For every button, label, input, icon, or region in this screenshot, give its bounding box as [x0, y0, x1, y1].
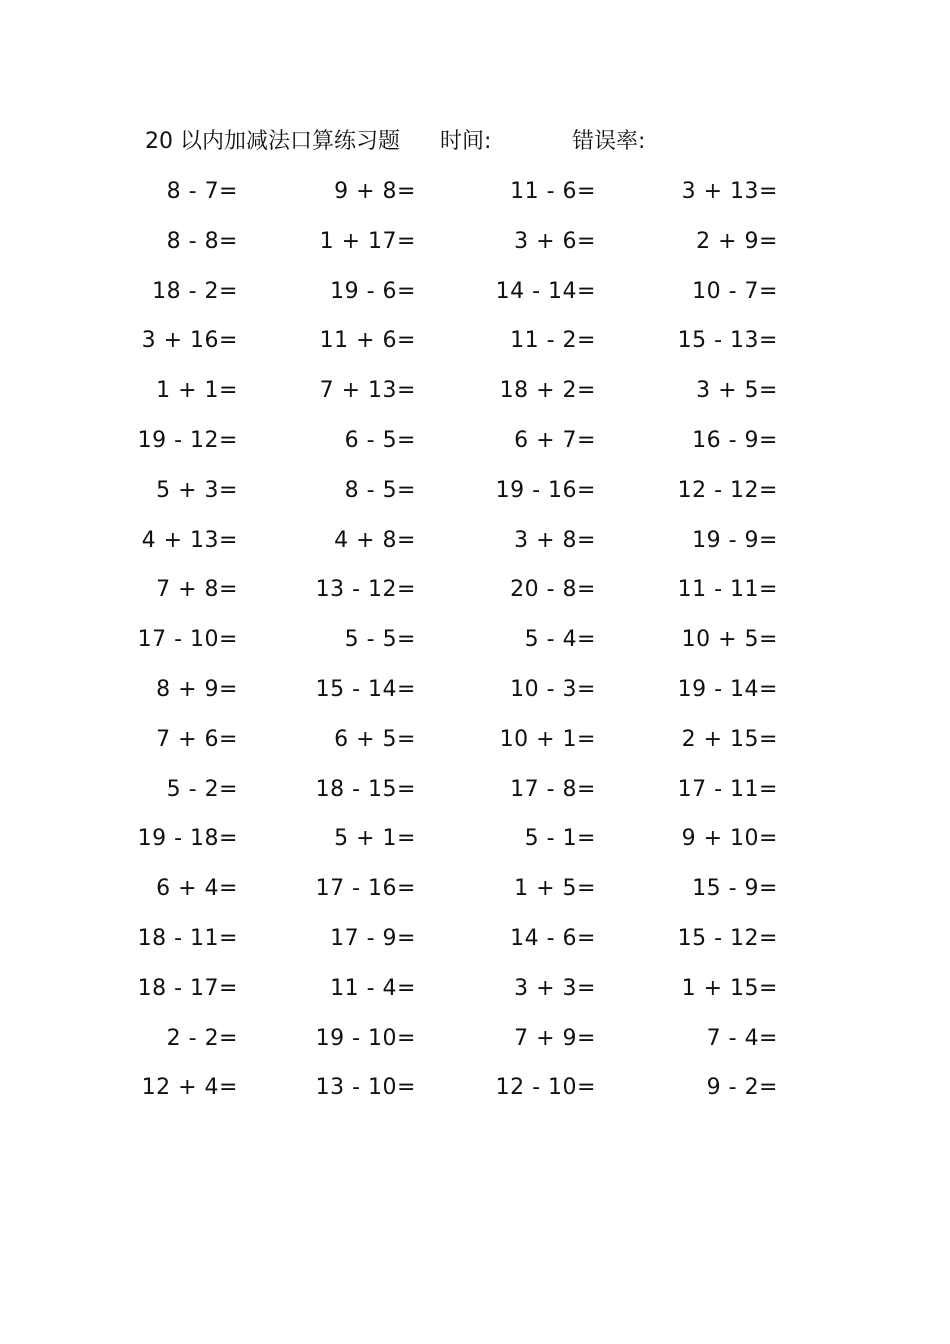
worksheet-title: 20 以内加减法口算练习题	[145, 129, 400, 154]
problem-cell: 18 - 2=	[152, 278, 238, 304]
problem-cell: 11 + 6=	[319, 328, 416, 354]
problem-cell: 9 - 2=	[706, 1075, 778, 1101]
problem-cell: 19 - 18=	[137, 826, 238, 852]
problem-cell: 19 - 14=	[677, 676, 778, 702]
problem-cell: 12 - 12=	[677, 477, 778, 503]
problem-cell: 18 - 15=	[315, 776, 416, 802]
problem-cell: 11 - 6=	[510, 179, 596, 204]
problem-row	[0, 521, 950, 571]
problem-row	[0, 421, 950, 471]
problem-row	[0, 1019, 950, 1069]
problem-row	[0, 770, 950, 820]
problem-cell: 6 - 5=	[344, 427, 416, 453]
problem-cell: 11 - 4=	[330, 975, 416, 1001]
problem-cell: 5 + 1=	[334, 826, 416, 852]
problem-cell: 6 + 7=	[514, 427, 596, 453]
problem-row	[0, 620, 950, 670]
problem-cell: 5 - 1=	[524, 826, 596, 852]
problem-cell: 1 + 1=	[156, 378, 238, 404]
problem-cell: 1 + 17=	[319, 228, 416, 254]
problem-cell: 7 + 6=	[156, 726, 238, 752]
time-label: 时间:	[440, 129, 492, 154]
problem-cell: 14 - 6=	[510, 925, 596, 951]
problem-cell: 8 - 7=	[166, 179, 238, 204]
problem-cell: 17 - 8=	[510, 776, 596, 802]
problem-row	[0, 969, 950, 1019]
problem-cell: 3 + 5=	[696, 378, 778, 404]
problem-cell: 3 + 6=	[514, 228, 596, 254]
problem-cell: 12 + 4=	[141, 1075, 238, 1101]
problem-cell: 3 + 8=	[514, 527, 596, 553]
problem-cell: 2 - 2=	[166, 1025, 238, 1051]
problem-row	[0, 371, 950, 421]
problem-row	[0, 222, 950, 272]
problem-cell: 14 - 14=	[495, 278, 596, 304]
problem-cell: 17 - 16=	[315, 876, 416, 902]
problem-cell: 6 + 5=	[334, 726, 416, 752]
problem-cell: 3 + 13=	[681, 179, 778, 204]
problem-cell: 10 + 5=	[681, 627, 778, 653]
problem-cell: 5 - 5=	[344, 627, 416, 653]
problem-cell: 12 - 10=	[495, 1075, 596, 1101]
problem-cell: 7 + 9=	[514, 1025, 596, 1051]
problem-cell: 1 + 5=	[514, 876, 596, 902]
problem-row	[0, 869, 950, 919]
problem-cell: 18 - 11=	[137, 925, 238, 951]
problem-cell: 4 + 13=	[141, 527, 238, 553]
problem-cell: 8 - 5=	[344, 477, 416, 503]
problem-cell: 8 + 9=	[156, 676, 238, 702]
problem-cell: 13 - 12=	[315, 577, 416, 603]
problem-cell: 20 - 8=	[510, 577, 596, 603]
problem-cell: 17 - 11=	[677, 776, 778, 802]
problem-cell: 10 - 3=	[510, 676, 596, 702]
problem-cell: 6 + 4=	[156, 876, 238, 902]
problem-cell: 7 + 13=	[319, 378, 416, 404]
problem-cell: 5 - 4=	[524, 627, 596, 653]
problem-row	[0, 321, 950, 371]
problem-cell: 8 - 8=	[166, 228, 238, 254]
problem-cell: 2 + 15=	[681, 726, 778, 752]
problem-cell: 9 + 10=	[681, 826, 778, 852]
error-rate-label: 错误率:	[572, 129, 646, 154]
problem-row	[0, 471, 950, 521]
problem-row	[0, 172, 950, 222]
problem-cell: 19 - 12=	[137, 427, 238, 453]
problem-cell: 19 - 16=	[495, 477, 596, 503]
problem-cell: 5 + 3=	[156, 477, 238, 503]
problem-cell: 19 - 6=	[330, 278, 416, 304]
problem-row	[0, 670, 950, 720]
problem-cell: 13 - 10=	[315, 1075, 416, 1101]
problem-cell: 10 + 1=	[499, 726, 596, 752]
problem-cell: 11 - 11=	[677, 577, 778, 603]
problem-cell: 3 + 16=	[141, 328, 238, 354]
problem-row	[0, 819, 950, 869]
problem-cell: 15 - 12=	[677, 925, 778, 951]
problem-cell: 19 - 9=	[692, 527, 778, 553]
problem-cell: 10 - 7=	[692, 278, 778, 304]
problem-cell: 17 - 9=	[330, 925, 416, 951]
problem-cell: 18 - 17=	[137, 975, 238, 1001]
problem-cell: 19 - 10=	[315, 1025, 416, 1051]
problem-cell: 1 + 15=	[681, 975, 778, 1001]
problem-cell: 2 + 9=	[696, 228, 778, 254]
problem-cell: 9 + 8=	[334, 179, 416, 204]
problem-cell: 5 - 2=	[166, 776, 238, 802]
problem-cell: 15 - 14=	[315, 676, 416, 702]
problem-grid	[0, 172, 950, 1118]
problem-row	[0, 919, 950, 969]
problem-row	[0, 1068, 950, 1118]
problem-cell: 4 + 8=	[334, 527, 416, 553]
problem-cell: 7 + 8=	[156, 577, 238, 603]
problem-row	[0, 720, 950, 770]
problem-cell: 7 - 4=	[706, 1025, 778, 1051]
problem-row	[0, 570, 950, 620]
problem-cell: 18 + 2=	[499, 378, 596, 404]
problem-cell: 3 + 3=	[514, 975, 596, 1001]
problem-cell: 16 - 9=	[692, 427, 778, 453]
problem-cell: 17 - 10=	[137, 627, 238, 653]
problem-cell: 15 - 9=	[692, 876, 778, 902]
problem-cell: 15 - 13=	[677, 328, 778, 354]
problem-row	[0, 272, 950, 322]
problem-cell: 11 - 2=	[510, 328, 596, 354]
